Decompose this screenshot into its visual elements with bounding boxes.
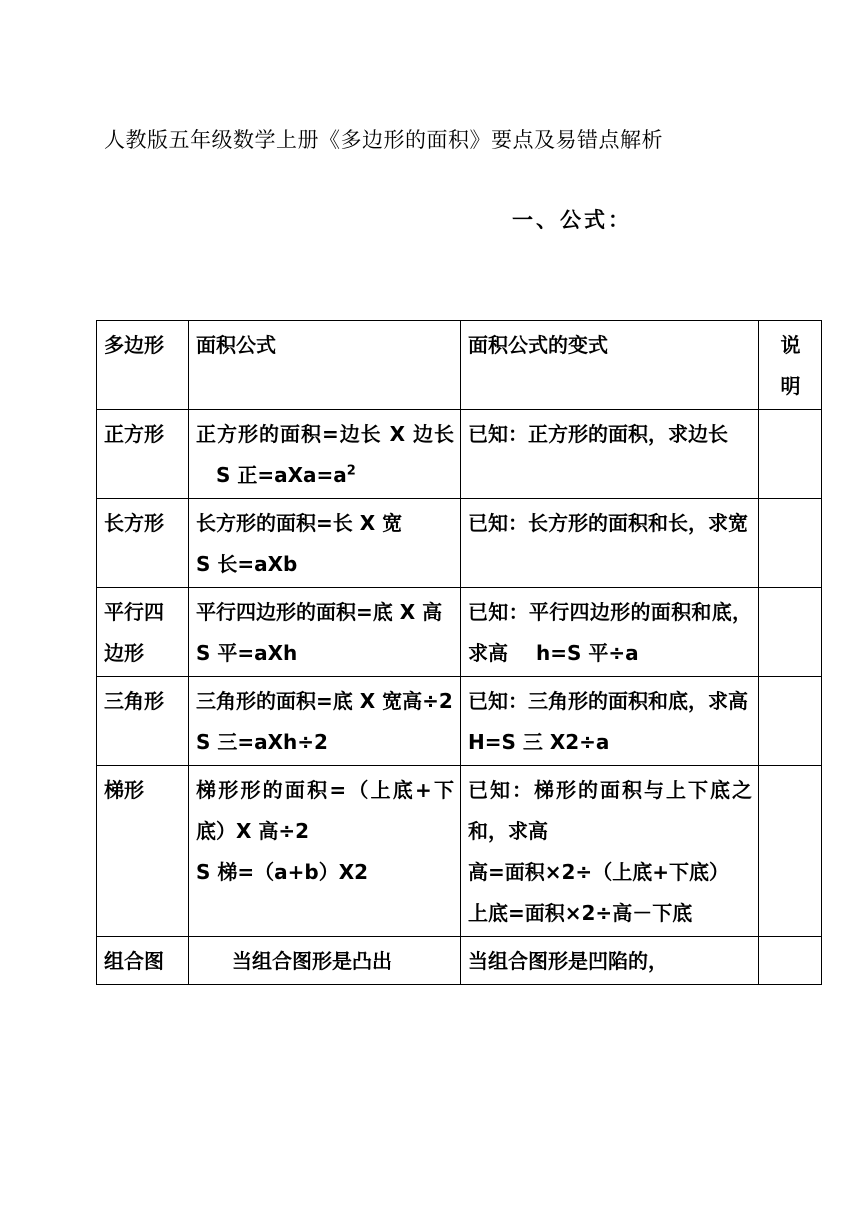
formula-line: 当组合图形是凸出 <box>232 949 392 973</box>
variant-cell <box>461 766 759 937</box>
header-note-line: 明 <box>780 374 801 398</box>
formula-line: 梯形形的面积=（上底+下底）X 高÷2 <box>196 778 454 843</box>
formula-text: 正方形的面积=边长 X 边长 <box>196 422 454 446</box>
formula-line: 三角形的面积=底 X 宽高÷2 <box>196 689 453 713</box>
variant-cell <box>461 937 759 985</box>
document-title: 人教版五年级数学上册《多边形的面积》要点及易错点解析 <box>104 128 663 152</box>
formula-line: 平行四边形的面积=底 X 高 <box>196 600 443 624</box>
section-heading: 一、公式： <box>512 208 632 232</box>
note-cell <box>759 588 822 677</box>
variant-cell <box>461 588 759 677</box>
formula-cell <box>189 588 461 677</box>
variant-line: 已知：三角形的面积和底，求高 <box>468 689 748 713</box>
shape-name: 梯形 <box>97 766 189 937</box>
shape-name: 组合图 <box>97 937 189 985</box>
table-row-trapezoid <box>97 766 822 937</box>
formula-table <box>96 320 822 985</box>
header-note <box>759 321 822 410</box>
formula-line: S 平=aXh <box>196 641 298 665</box>
header-formula: 面积公式 <box>189 321 461 410</box>
note-cell <box>759 677 822 766</box>
table-header-row <box>97 321 822 410</box>
table-row-composite <box>97 937 822 985</box>
variant-line: 上底=面积×2÷高－下底 <box>468 901 693 925</box>
formula-symbol-base: S 正=aXa=a <box>216 463 347 487</box>
formula-cell <box>189 677 461 766</box>
shape-name: 平行四边形 <box>97 588 189 677</box>
formula-line: S 三=aXh÷2 <box>196 730 328 754</box>
formula-symbol <box>216 463 356 487</box>
formula-cell <box>189 937 461 985</box>
table-row-parallelogram <box>97 588 822 677</box>
note-cell <box>759 499 822 588</box>
table-row-square <box>97 410 822 499</box>
table-row-rectangle <box>97 499 822 588</box>
variant-line: 高=面积×2÷（上底+下底） <box>468 860 729 884</box>
formula-cell <box>189 410 461 499</box>
table-row-triangle <box>97 677 822 766</box>
formula-line <box>196 414 454 496</box>
header-note-line: 说 <box>780 333 801 357</box>
variant-cell <box>461 677 759 766</box>
note-cell <box>759 410 822 499</box>
note-cell <box>759 937 822 985</box>
formula-line: S 梯=（a+b）X2 <box>196 860 369 884</box>
variant-formula: h=S 平÷a <box>536 641 639 665</box>
header-variant: 面积公式的变式 <box>461 321 759 410</box>
note-cell <box>759 766 822 937</box>
variant-line: H=S 三 X2÷a <box>468 730 610 754</box>
formula-exponent: 2 <box>346 463 356 479</box>
formula-cell <box>189 499 461 588</box>
variant-line: 已知：梯形的面积与上下底之和，求高 <box>468 778 752 843</box>
variant-line: 当组合图形是凹陷的， <box>468 949 668 973</box>
formula-cell <box>189 766 461 937</box>
formula-line: S 长=aXb <box>196 552 298 576</box>
formula-line: 长方形的面积=长 X 宽 <box>196 511 403 535</box>
header-polygon: 多边形 <box>97 321 189 410</box>
shape-name: 三角形 <box>97 677 189 766</box>
shape-name: 长方形 <box>97 499 189 588</box>
variant-cell: 已知：正方形的面积，求边长 <box>461 410 759 499</box>
variant-text: 已知：平行四边形的面积和底，求高 <box>468 600 752 665</box>
shape-name: 正方形 <box>97 410 189 499</box>
variant-cell: 已知：长方形的面积和长，求宽 <box>461 499 759 588</box>
